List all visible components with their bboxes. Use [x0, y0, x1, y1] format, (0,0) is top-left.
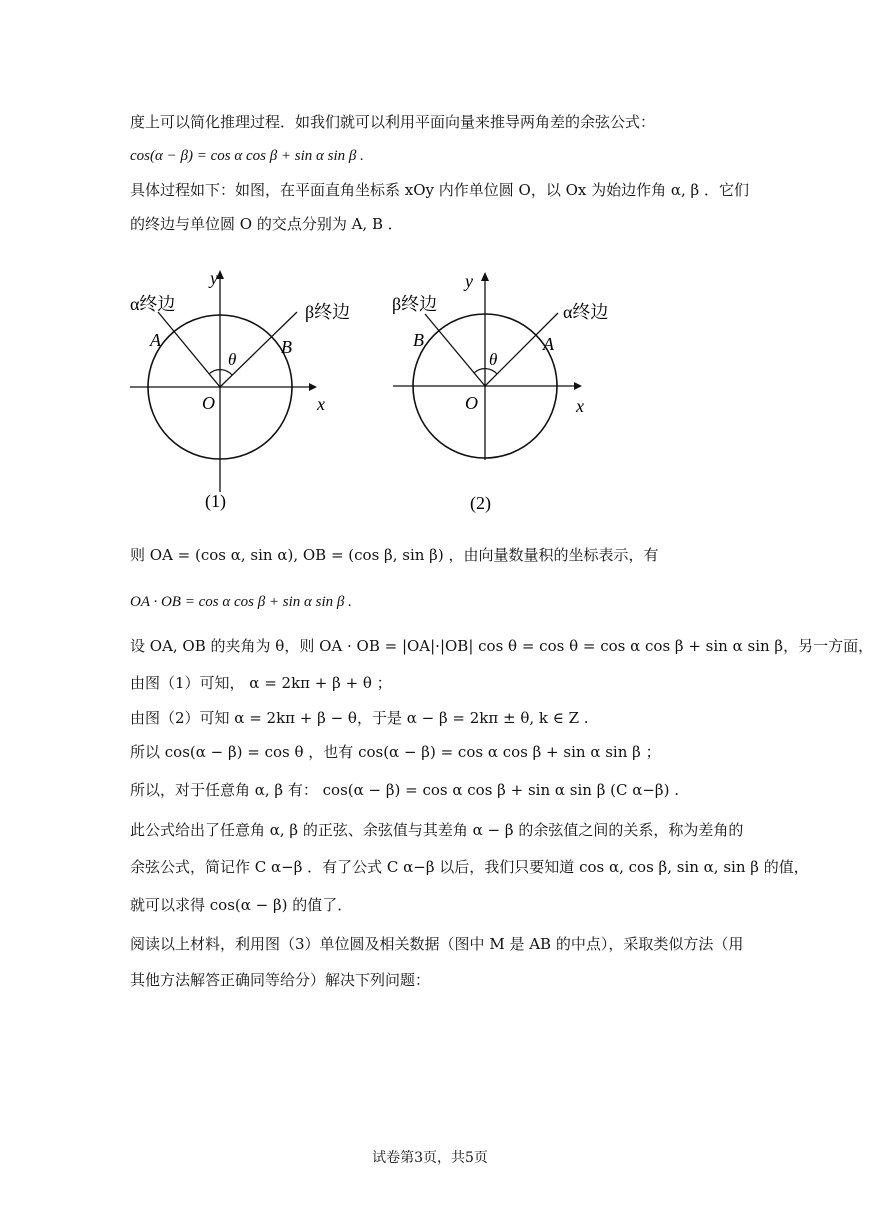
x-axis-arrow-icon: [309, 383, 317, 391]
beta-side-label: β终边: [305, 302, 351, 322]
text-line-8: 由图（1）可知， α = 2kπ + β + θ ；: [130, 674, 392, 692]
formula-line-2: cos(α − β) = cos α cos β + sin α sin β .: [130, 148, 364, 164]
unit-circle-figure-2: [385, 262, 625, 517]
beta-terminal-side: [425, 314, 485, 386]
text-line-10: 所以 cos(α − β) = cos θ ，也有 cos(α − β) = cos α cos β + sin α sin β ；: [130, 743, 661, 761]
alpha-side-label: α终边: [563, 302, 609, 322]
axis-y-label: y: [465, 271, 473, 291]
unit-circle-figure-1: [125, 262, 351, 517]
axis-x-label: x: [317, 394, 325, 414]
alpha-side-label: α终边: [130, 294, 176, 314]
text-line-5: 则 OA = (cos α, sin α), OB = (cos β, sin β) ，由向量数量积的坐标表示，有: [130, 546, 659, 564]
y-axis-arrow-icon: [481, 272, 489, 281]
x-axis-arrow-icon: [574, 382, 582, 390]
point-a-label: A: [150, 330, 161, 350]
origin-label: O: [465, 393, 478, 413]
text-line-7: 设 OA, OB 的夹角为 θ，则 OA · OB = |OA|·|OB| cos θ = cos θ = cos α cos β + sin α sin β，另一方面，: [130, 637, 873, 655]
alpha-terminal-side: [158, 312, 220, 387]
figure-2-caption: (2): [470, 493, 491, 513]
text-line-12: 此公式给出了任意角 α, β 的正弦、余弦值与其差角 α − β 的余弦值之间的关系，称为差角的: [130, 821, 744, 839]
axis-y-label: y: [210, 268, 218, 288]
text-line-9: 由图（2）可知 α = 2kπ + β − θ，于是 α − β = 2kπ ± θ, k ∈ Z .: [130, 709, 589, 727]
axis-x-label: x: [576, 396, 584, 416]
text-line-15: 阅读以上材料，利用图（3）单位圆及相关数据（图中 M 是 AB 的中点），采取类似方法（用: [130, 935, 744, 953]
point-b-label: B: [281, 337, 292, 357]
origin-label: O: [202, 393, 215, 413]
text-line-3: 具体过程如下：如图，在平面直角坐标系 xOy 内作单位圆 O，以 Ox 为始边作角 α, β ．它们: [130, 181, 750, 199]
point-a-label: A: [543, 334, 554, 354]
text-line-4: 的终边与单位圆 O 的交点分别为 A, B ．: [130, 215, 403, 233]
text-line-14: 就可以求得 cos(α − β) 的值了．: [130, 896, 353, 914]
text-line-11: 所以，对于任意角 α, β 有： cos(α − β) = cos α cos β + sin α sin β (C α−β) .: [130, 781, 679, 799]
theta-label: θ: [489, 350, 498, 369]
theta-label: θ: [228, 350, 237, 369]
text-line-16: 其他方法解答正确同等给分）解决下列问题：: [130, 971, 431, 989]
point-b-label: B: [413, 330, 424, 350]
formula-line-6: OA · OB = cos α cos β + sin α sin β .: [130, 594, 352, 610]
text-line-13: 余弦公式，简记作 C α−β ．有了公式 C α−β 以后，我们只要知道 cos α, cos β, sin α, sin β 的值，: [130, 858, 809, 876]
figure-1-caption: (1): [205, 491, 226, 511]
page-footer: 试卷第3页，共5页: [372, 1150, 488, 1166]
text-line-1: 度上可以简化推理过程．如我们就可以利用平面向量来推导两角差的余弦公式：: [130, 113, 656, 131]
beta-side-label: β终边: [392, 294, 438, 314]
